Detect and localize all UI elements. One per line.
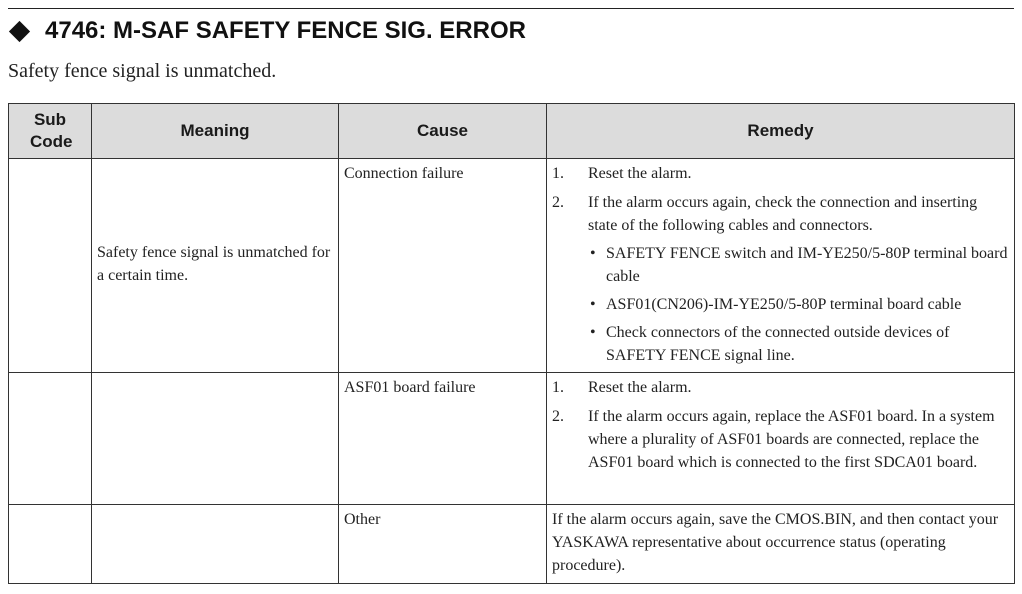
step-number: 1.	[552, 165, 564, 182]
step-number: 1.	[552, 379, 564, 396]
remedy-step	[552, 376, 1009, 399]
table-row	[9, 373, 1015, 505]
bullet-item	[588, 293, 1009, 316]
step-text: Reset the alarm.	[588, 165, 692, 182]
step-text: If the alarm occurs again, replace the ASF01 board. In a system where a plurality of ASF01 boards are connected, replace the ASF01 board which is connected to the first SDCA01 board.	[588, 408, 995, 471]
bullet-icon: •	[590, 245, 596, 262]
bullet-text: ASF01(CN206)-IM-YE250/5-80P terminal board cable	[606, 296, 962, 313]
cell-cause: ASF01 board failure	[339, 373, 547, 505]
diamond-bullet-icon	[9, 20, 30, 41]
header-sub-code: Sub Code	[9, 104, 92, 159]
alarm-table	[8, 103, 1015, 584]
bullet-text: Check connectors of the connected outside devices of SAFETY FENCE signal line.	[606, 324, 950, 364]
bullet-icon: •	[590, 296, 596, 313]
step-text: Reset the alarm.	[588, 379, 692, 396]
remedy-step	[552, 191, 1009, 367]
cell-meaning: Safety fence signal is unmatched for a certain time.	[92, 159, 339, 373]
page-subtitle: Safety fence signal is unmatched.	[8, 60, 277, 82]
header-remedy: Remedy	[547, 104, 1015, 159]
bullet-item	[588, 321, 1009, 367]
table-header-row	[9, 104, 1015, 159]
cell-sub-code	[9, 505, 92, 584]
cell-meaning	[92, 373, 339, 505]
cell-remedy	[547, 159, 1015, 373]
cell-cause: Connection failure	[339, 159, 547, 373]
table-row	[9, 159, 1015, 373]
header-cause: Cause	[339, 104, 547, 159]
remedy-step	[552, 405, 1009, 474]
page-title: 4746: M-SAF SAFETY FENCE SIG. ERROR	[45, 17, 526, 44]
remedy-step	[552, 162, 1009, 185]
bullet-item	[588, 242, 1009, 288]
cell-sub-code	[9, 159, 92, 373]
bullet-text: SAFETY FENCE switch and IM-YE250/5-80P terminal board cable	[606, 245, 1008, 285]
step-number: 2.	[552, 408, 564, 425]
top-rule	[8, 8, 1014, 9]
header-meaning: Meaning	[92, 104, 339, 159]
step-number: 2.	[552, 194, 564, 211]
cell-sub-code	[9, 373, 92, 505]
bullet-icon: •	[590, 324, 596, 341]
table-row	[9, 505, 1015, 584]
step-text: If the alarm occurs again, check the connection and inserting state of the following cables and connectors.	[588, 194, 978, 234]
cell-meaning	[92, 505, 339, 584]
step-body	[588, 191, 1009, 367]
cell-remedy	[547, 373, 1015, 505]
cell-remedy: If the alarm occurs again, save the CMOS.BIN, and then contact your YASKAWA representative about occurrence status (operating procedure).	[547, 505, 1015, 584]
page-heading	[8, 14, 526, 48]
cell-cause: Other	[339, 505, 547, 584]
